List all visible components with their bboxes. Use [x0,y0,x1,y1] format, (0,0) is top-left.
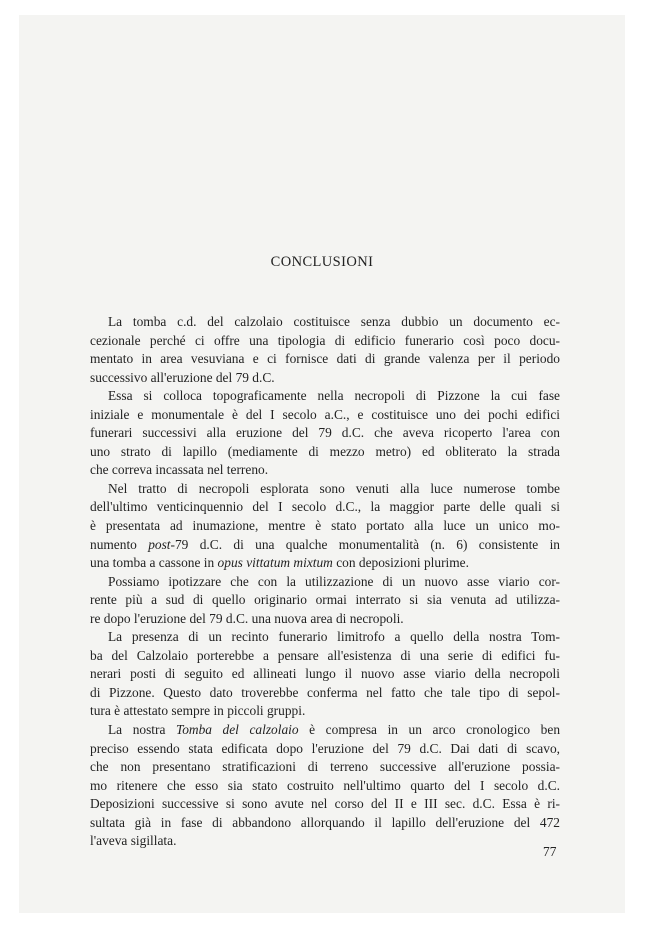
text-line: numento post-79 d.C. di una qualche monumentalità (n. 6) consistente in [90,536,560,552]
text-line: funerari successivi alla eruzione del 79 d.C. che aveva ricoperto l'area con [90,425,560,441]
text-line: La tomba c.d. del calzolaio costituisce senza dubbio un documento ec- [108,314,560,329]
page-number: 77 [543,844,557,859]
text-line: successivo all'eruzione del 79 d.C. [90,369,275,385]
text-line: mentato in area vesuviana e ci fornisce dati di grande valenza per il periodo [90,351,560,367]
text-line: ba del Calzolaio porterebbe a pensare all'esistenza di una serie di edifici fu- [90,647,560,663]
text-line: nerari posti di seguito ed allineati lungo il nuovo asse viario della necropoli [90,666,560,682]
italic-term: Tomba del calzolaio [176,722,299,738]
text-line: cezionale perché ci offre una tipologia di edificio funerario così poco docu- [90,332,560,348]
text-line: La nostra Tomba del calzolaio è compresa in un arco cronologico ben [108,722,561,738]
text-line: che correva incassata nel terreno. [90,462,269,478]
paragraph [90,313,560,387]
text-line: re dopo l'eruzione del 79 d.C. una nuova area di necropoli. [90,610,404,626]
text-line: tura è attestato sempre in piccoli gruppi. [90,703,306,719]
text-line: Nel tratto di necropoli esplorata sono venuti alla luce numerose tombe [108,480,560,496]
text-line: uno strato di lapillo (mediamente di mezzo metro) ed obliterato la strada [90,443,560,459]
text-line: dell'ultimo venticinquennio del I secolo d.C., la maggior parte delle quali si [90,499,560,515]
text-line: l'aveva sigillata. [90,833,177,849]
italic-term: post [148,536,171,552]
text-line: mo ritenere che esso sia stato costruito nell'ultimo quarto del I secolo d.C. [90,777,560,793]
text-line: preciso essendo stata edificata dopo l'eruzione del 79 d.C. Dai dati di scavo, [90,740,560,756]
paragraph [90,387,560,480]
body-text [90,313,560,851]
text-line: sultata già in fase di abbandono allorquando il lapillo dell'eruzione del 472 [90,814,560,830]
text-line: di Pizzone. Questo dato troverebbe conferma nel fatto che tale tipo di sepol- [90,684,560,700]
chapter-title: CONCLUSIONI [270,254,374,270]
italic-term: opus vittatum mixtum [217,555,333,571]
text-line: è presentata ad inumazione, mentre è stato portato alla luce un unico mo- [90,518,560,534]
text-line: La presenza di un recinto funerario limitrofo a quello della nostra Tom- [108,629,560,645]
text-line: Deposizioni successive si sono avute nel corso del II e III sec. d.C. Essa è ri- [90,796,560,812]
text-line: rente più a sud di quello originario ormai interrato si sia venuta ad utilizza- [90,592,560,608]
text-line: che non presentano stratificazioni di terreno successive all'eruzione possia- [90,759,560,775]
paragraph [90,628,560,721]
text-line: una tomba a cassone in opus vittatum mixtum con deposizioni plurime. [90,555,469,571]
paragraph [90,573,560,629]
text-line: Essa si colloca topograficamente nella necropoli di Pizzone la cui fase [108,388,560,404]
book-page [19,15,625,913]
text-line: Possiamo ipotizzare che con la utilizzazione di un nuovo asse viario cor- [108,573,560,589]
paragraph [90,721,560,851]
text-line: iniziale e monumentale è del I secolo a.C., e costituisce uno dei pochi edifici [90,406,560,422]
paragraph [90,480,560,573]
